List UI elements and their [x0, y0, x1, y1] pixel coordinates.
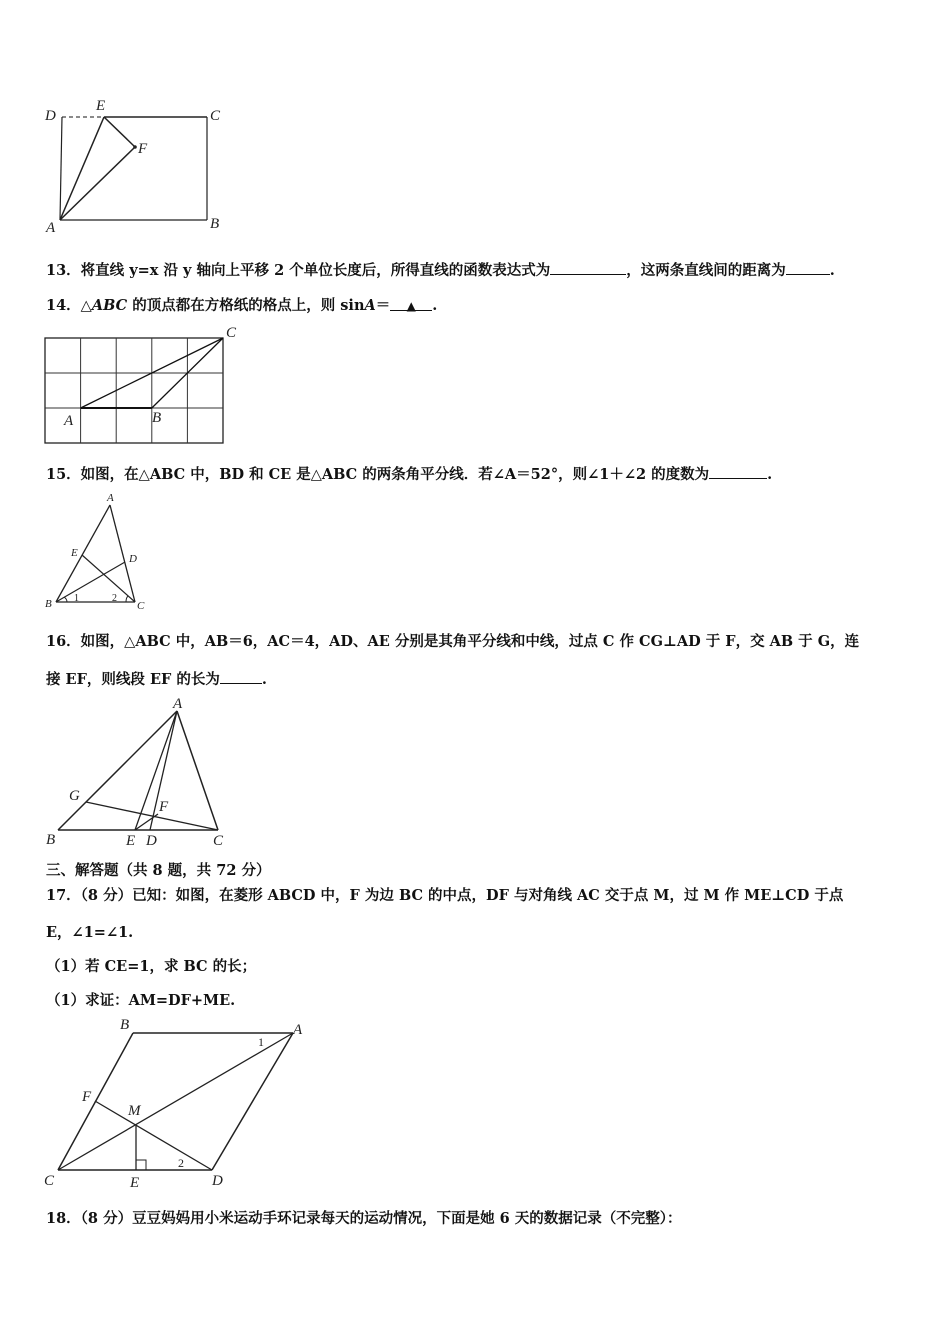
question-16-line-1: [46, 632, 859, 652]
q16-line1: 16．如图，△ABC 中，AB＝6，AC＝4，AD、AE 分别是其角平分线和中线，过点 C 作 CG⊥AD 于 F，交 AB 于 G，连: [46, 633, 860, 650]
label-A: A: [46, 220, 56, 236]
question-14: [46, 296, 437, 316]
figure-triangle-16: [40, 693, 240, 853]
section-3-heading: 三、解答题（共 8 题，共 72 分）: [46, 862, 271, 879]
rhombus-label-E: E: [130, 1175, 140, 1191]
q14-answer-blank[interactable]: [390, 296, 432, 311]
q13-blank-2[interactable]: [786, 260, 830, 275]
rhombus-label-D: D: [212, 1173, 223, 1189]
grid-label-A: A: [64, 413, 74, 429]
q16-line2: 接 EF，则线段 EF 的长为: [46, 671, 220, 688]
t15-label-1: 1: [74, 593, 79, 604]
question-13: [46, 260, 835, 281]
rhombus-label-A: A: [293, 1022, 303, 1038]
section-3-title: [46, 861, 270, 881]
rhombus-label-1: 1: [258, 1035, 264, 1049]
t16-label-E: E: [126, 833, 136, 849]
q14-text-c: ＝: [375, 297, 391, 314]
t16-label-D: D: [146, 833, 157, 849]
q14-text-a: 14．△: [46, 297, 92, 314]
grid-label-C: C: [226, 325, 237, 341]
t15-label-C: C: [137, 600, 145, 612]
question-18: [46, 1209, 682, 1229]
question-17-sub-1: [46, 957, 256, 977]
t15-label-E: E: [71, 547, 78, 559]
q13-text-a: 13．将直线 y=x 沿 y 轴向上平移 2 个单位长度后，所得直线的函数表达式为: [46, 262, 551, 279]
q17-sub2: （1）求证：AM=DF+ME.: [46, 992, 236, 1009]
q16-blank[interactable]: [220, 669, 262, 684]
question-16-line-2: [46, 669, 267, 690]
q14-end: .: [432, 297, 438, 314]
q15-text: 15．如图，在△ABC 中，BD 和 CE 是△ABC 的两条角平分线．若∠A＝52°，则∠1＋∠2 的度数为: [46, 466, 710, 483]
t15-label-A: A: [107, 492, 114, 504]
t16-label-B: B: [46, 832, 56, 848]
t16-label-A: A: [173, 696, 183, 712]
q13-end: .: [829, 262, 835, 279]
rhombus-label-M: M: [128, 1103, 141, 1119]
label-C: C: [210, 108, 221, 124]
q14-text-b: 的顶点都在方格纸的格点上，则 sin: [127, 297, 365, 314]
figure-triangle-15: [40, 490, 155, 615]
label-D: D: [45, 108, 56, 124]
q17-sub1: （1）若 CE=1，求 BC 的长；: [46, 958, 257, 975]
label-F: F: [138, 141, 148, 157]
label-B: B: [210, 216, 220, 232]
grid-label-B: B: [152, 410, 162, 426]
rhombus-label-F: F: [82, 1089, 92, 1105]
q17-line2: E，∠1=∠1.: [46, 924, 134, 941]
q15-blank[interactable]: [709, 464, 767, 479]
q14-a: A: [364, 297, 376, 314]
q15-end: .: [767, 466, 773, 483]
q18-text: 18．（8 分）豆豆妈妈用小米运动手环记录每天的运动情况，下面是她 6 天的数据记录（不完整）：: [46, 1210, 682, 1227]
figure-rhombus: [40, 1015, 315, 1195]
label-E: E: [96, 98, 106, 114]
q14-abc: ABC: [91, 297, 128, 314]
t15-label-2: 2: [112, 593, 117, 604]
rhombus-label-2: 2: [178, 1156, 184, 1170]
q13-text-b: ，这两条直线间的距离为: [626, 262, 786, 279]
q17-line1: 17．（8 分）已知：如图，在菱形 ABCD 中，F 为边 BC 的中点，DF 与对角线 AC 交于点 M，过 M 作 ME⊥CD 于点: [46, 887, 844, 904]
figure-grid: [40, 322, 250, 447]
figure-rectangle: [40, 95, 240, 240]
question-17-sub-2: [46, 991, 235, 1011]
question-15: [46, 464, 772, 485]
q16-end: .: [261, 671, 267, 688]
rhombus-label-C: C: [44, 1173, 55, 1189]
q13-blank-1[interactable]: [550, 260, 626, 275]
t15-label-D: D: [129, 553, 137, 565]
question-17-line-2: [46, 923, 133, 943]
t16-label-G: G: [69, 788, 80, 804]
t16-label-C: C: [213, 833, 224, 849]
triangle-marker-icon: ▲: [406, 299, 416, 313]
rhombus-label-B: B: [120, 1017, 130, 1033]
t16-label-F: F: [159, 799, 169, 815]
question-17-line-1: [46, 886, 843, 906]
t15-label-B: B: [45, 598, 52, 610]
